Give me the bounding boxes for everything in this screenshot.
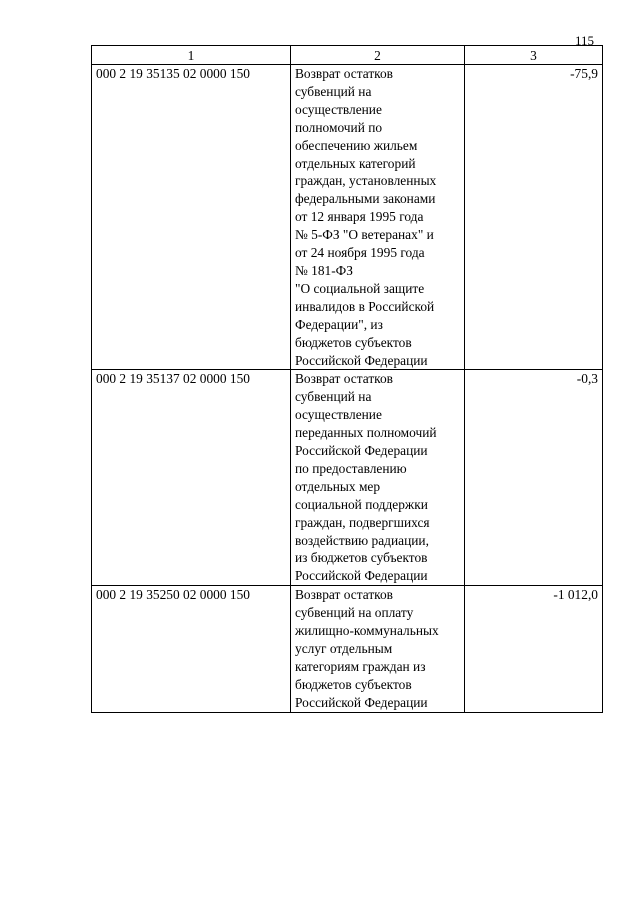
description-line: услуг отдельным xyxy=(295,641,393,656)
description-line: категориям граждан из xyxy=(295,658,426,674)
description-cell xyxy=(291,65,465,370)
description-line: осуществление xyxy=(295,101,382,117)
description-line: субвенций на xyxy=(295,83,372,99)
budget-return-table xyxy=(91,45,603,713)
description-line: отдельных категорий xyxy=(295,155,416,171)
description-line: Российской Федерации xyxy=(295,443,428,459)
table-row xyxy=(92,586,603,712)
table-row xyxy=(92,370,603,586)
description-line: переданных полномочий xyxy=(295,425,437,441)
table-row xyxy=(92,65,603,370)
budget-code-cell: 000 2 19 35135 02 0000 150 xyxy=(92,65,291,370)
description-line: бюджетов субъектов xyxy=(295,334,412,350)
budget-code-cell: 000 2 19 35250 02 0000 150 xyxy=(92,586,291,712)
description-line: "О социальной защите xyxy=(295,280,425,296)
column-header-1: 1 xyxy=(92,46,291,65)
page-number: 115 xyxy=(574,33,594,48)
description-line: от 12 января 1995 года xyxy=(295,209,424,225)
amount-cell: -75,9 xyxy=(465,65,603,370)
description-line: № 5-ФЗ "О ветеранах" и xyxy=(295,227,434,243)
description-line: субвенций на оплату xyxy=(295,605,414,621)
description-line: граждан, установленных xyxy=(295,173,437,189)
description-line: отдельных мер xyxy=(295,478,381,494)
description-line: от 24 ноября 1995 года xyxy=(295,245,425,261)
description-line: по предоставлению xyxy=(295,460,407,476)
description-cell xyxy=(291,370,465,586)
description-line: федеральными законами xyxy=(295,191,436,207)
table-header-row xyxy=(92,46,603,65)
budget-code-cell: 000 2 19 35137 02 0000 150 xyxy=(92,370,291,586)
description-line: Российской Федерации xyxy=(295,352,428,368)
amount-cell: -0,3 xyxy=(465,370,603,586)
description-line: бюджетов субъектов xyxy=(295,676,412,692)
description-line: полномочий по xyxy=(295,119,383,135)
column-header-2: 2 xyxy=(291,46,465,65)
description-line: граждан, подвергшихся xyxy=(295,514,430,530)
description-line: обеспечению жильем xyxy=(295,137,418,153)
description-line: № 181-ФЗ xyxy=(295,262,353,278)
column-header-3: 3 xyxy=(465,46,603,65)
description-line: из бюджетов субъектов xyxy=(295,550,428,566)
description-line: осуществление xyxy=(295,407,382,423)
description-line: Российской Федерации xyxy=(295,694,428,710)
description-line: Возврат остатков xyxy=(295,66,394,81)
description-line: социальной поддержки xyxy=(295,496,428,512)
description-line: Возврат остатков xyxy=(295,371,394,387)
description-line: Российской Федерации xyxy=(295,568,428,584)
description-line: Федерации", из xyxy=(295,316,383,332)
amount-cell: -1 012,0 xyxy=(465,586,603,712)
description-line: субвенций на xyxy=(295,389,372,405)
description-cell xyxy=(291,586,465,712)
description-line: воздействию радиации, xyxy=(295,532,429,548)
description-line: Возврат остатков xyxy=(295,587,394,603)
description-line: жилищно-коммунальных xyxy=(295,623,439,639)
description-line: инвалидов в Российской xyxy=(295,298,435,314)
